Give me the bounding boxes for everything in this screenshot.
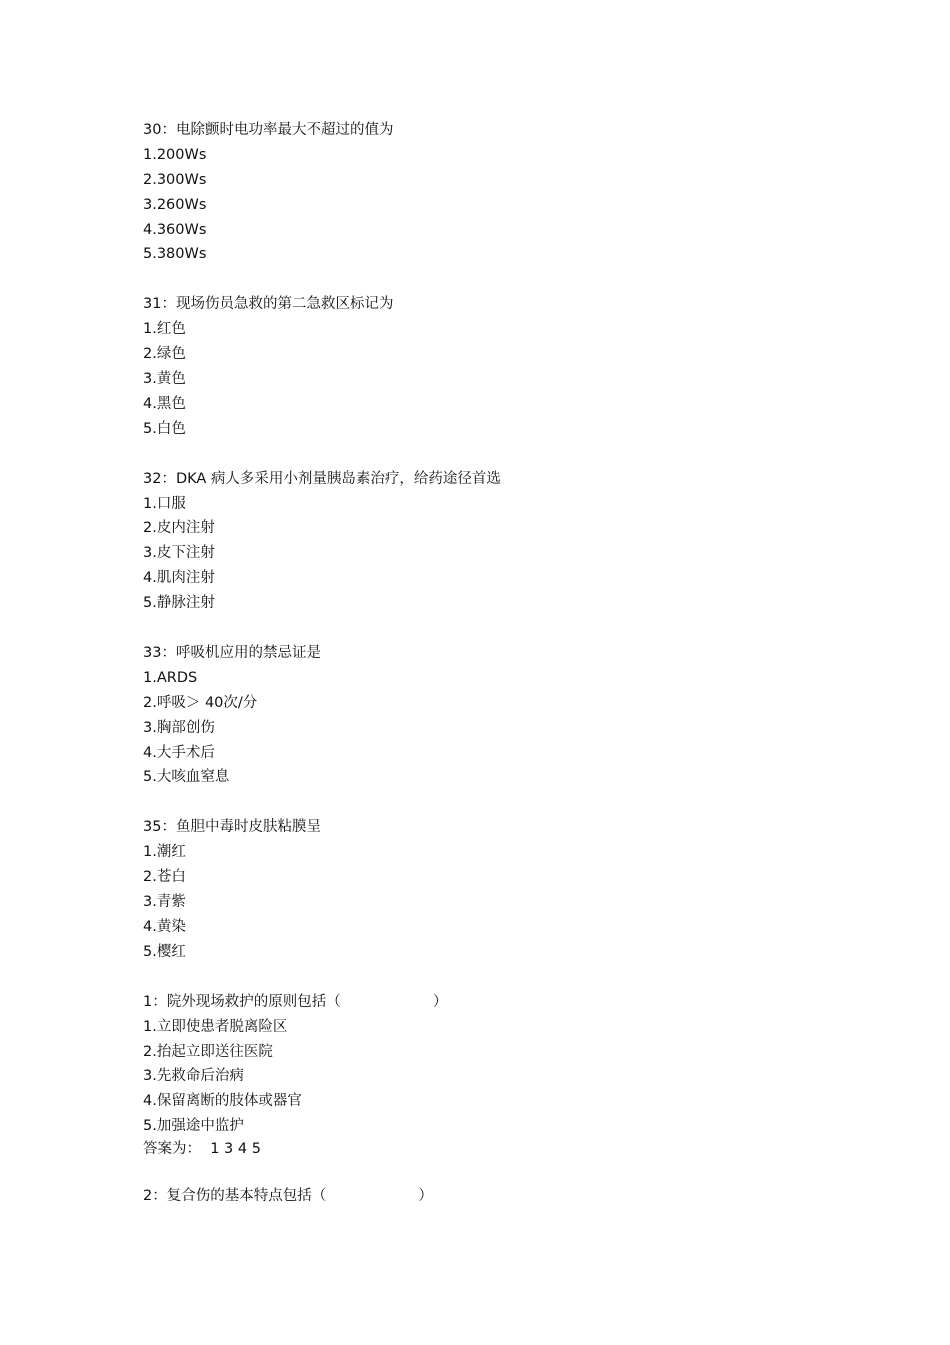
option-1: 1.200Ws [143, 146, 207, 163]
question-33 [143, 641, 843, 790]
question-stem: 33：呼吸机应用的禁忌证是 [143, 645, 321, 662]
question-multi-1 [143, 990, 843, 1159]
question-stem: 1：院外现场救护的原则包括（ ） [143, 993, 448, 1010]
option-5: 5.静脉注射 [143, 595, 215, 612]
option-3: 3.先救命后治病 [143, 1068, 244, 1085]
option-4: 4.黄染 [143, 918, 186, 935]
option-4: 4.大手术后 [143, 744, 215, 761]
option-4: 4.黑色 [143, 395, 186, 412]
option-3: 3.260Ws [143, 196, 207, 213]
option-5: 5.加强途中监护 [143, 1118, 244, 1135]
option-3: 3.胸部创伤 [143, 719, 215, 736]
option-3: 3.青紫 [143, 894, 186, 911]
option-2: 2.抬起立即送往医院 [143, 1043, 273, 1060]
option-1: 1.红色 [143, 321, 186, 338]
option-1: 1.潮红 [143, 844, 186, 861]
option-1: 1.立即使患者脱离险区 [143, 1018, 288, 1035]
option-1: 1.ARDS [143, 669, 198, 686]
question-stem: 30：电除颤时电功率最大不超过的值为 [143, 122, 394, 138]
question-30 [143, 118, 843, 267]
option-4: 4.360Ws [143, 221, 207, 238]
option-5: 5.樱红 [143, 943, 186, 960]
option-2: 2.300Ws [143, 171, 207, 188]
option-1: 1.口服 [143, 495, 186, 512]
question-stem: 2：复合伤的基本特点包括（ ） [143, 1188, 433, 1205]
option-2: 2.呼吸＞ 40次/分 [143, 694, 258, 711]
option-2: 2.皮内注射 [143, 520, 215, 537]
option-5: 5.白色 [143, 420, 186, 437]
question-35 [143, 815, 843, 964]
question-stem: 35：鱼胆中毒时皮肤粘膜呈 [143, 819, 321, 836]
question-32 [143, 467, 843, 616]
question-multi-2 [143, 1184, 843, 1209]
option-4: 4.保留离断的肢体或器官 [143, 1093, 302, 1110]
option-3: 3.皮下注射 [143, 545, 215, 562]
option-5: 5.大咳血窒息 [143, 769, 230, 786]
question-stem: 31：现场伤员急救的第二急救区标记为 [143, 296, 394, 313]
question-stem: 32：DKA 病人多采用小剂量胰岛素治疗，给药途径首选 [143, 470, 501, 487]
document-page [143, 118, 843, 1234]
option-3: 3.黄色 [143, 371, 186, 388]
option-2: 2.苍白 [143, 869, 186, 886]
question-31 [143, 292, 843, 441]
answer-text: 答案为： 1 3 4 5 [143, 1141, 261, 1158]
option-4: 4.肌肉注射 [143, 570, 215, 587]
option-2: 2.绿色 [143, 346, 186, 363]
option-5: 5.380Ws [143, 246, 207, 263]
